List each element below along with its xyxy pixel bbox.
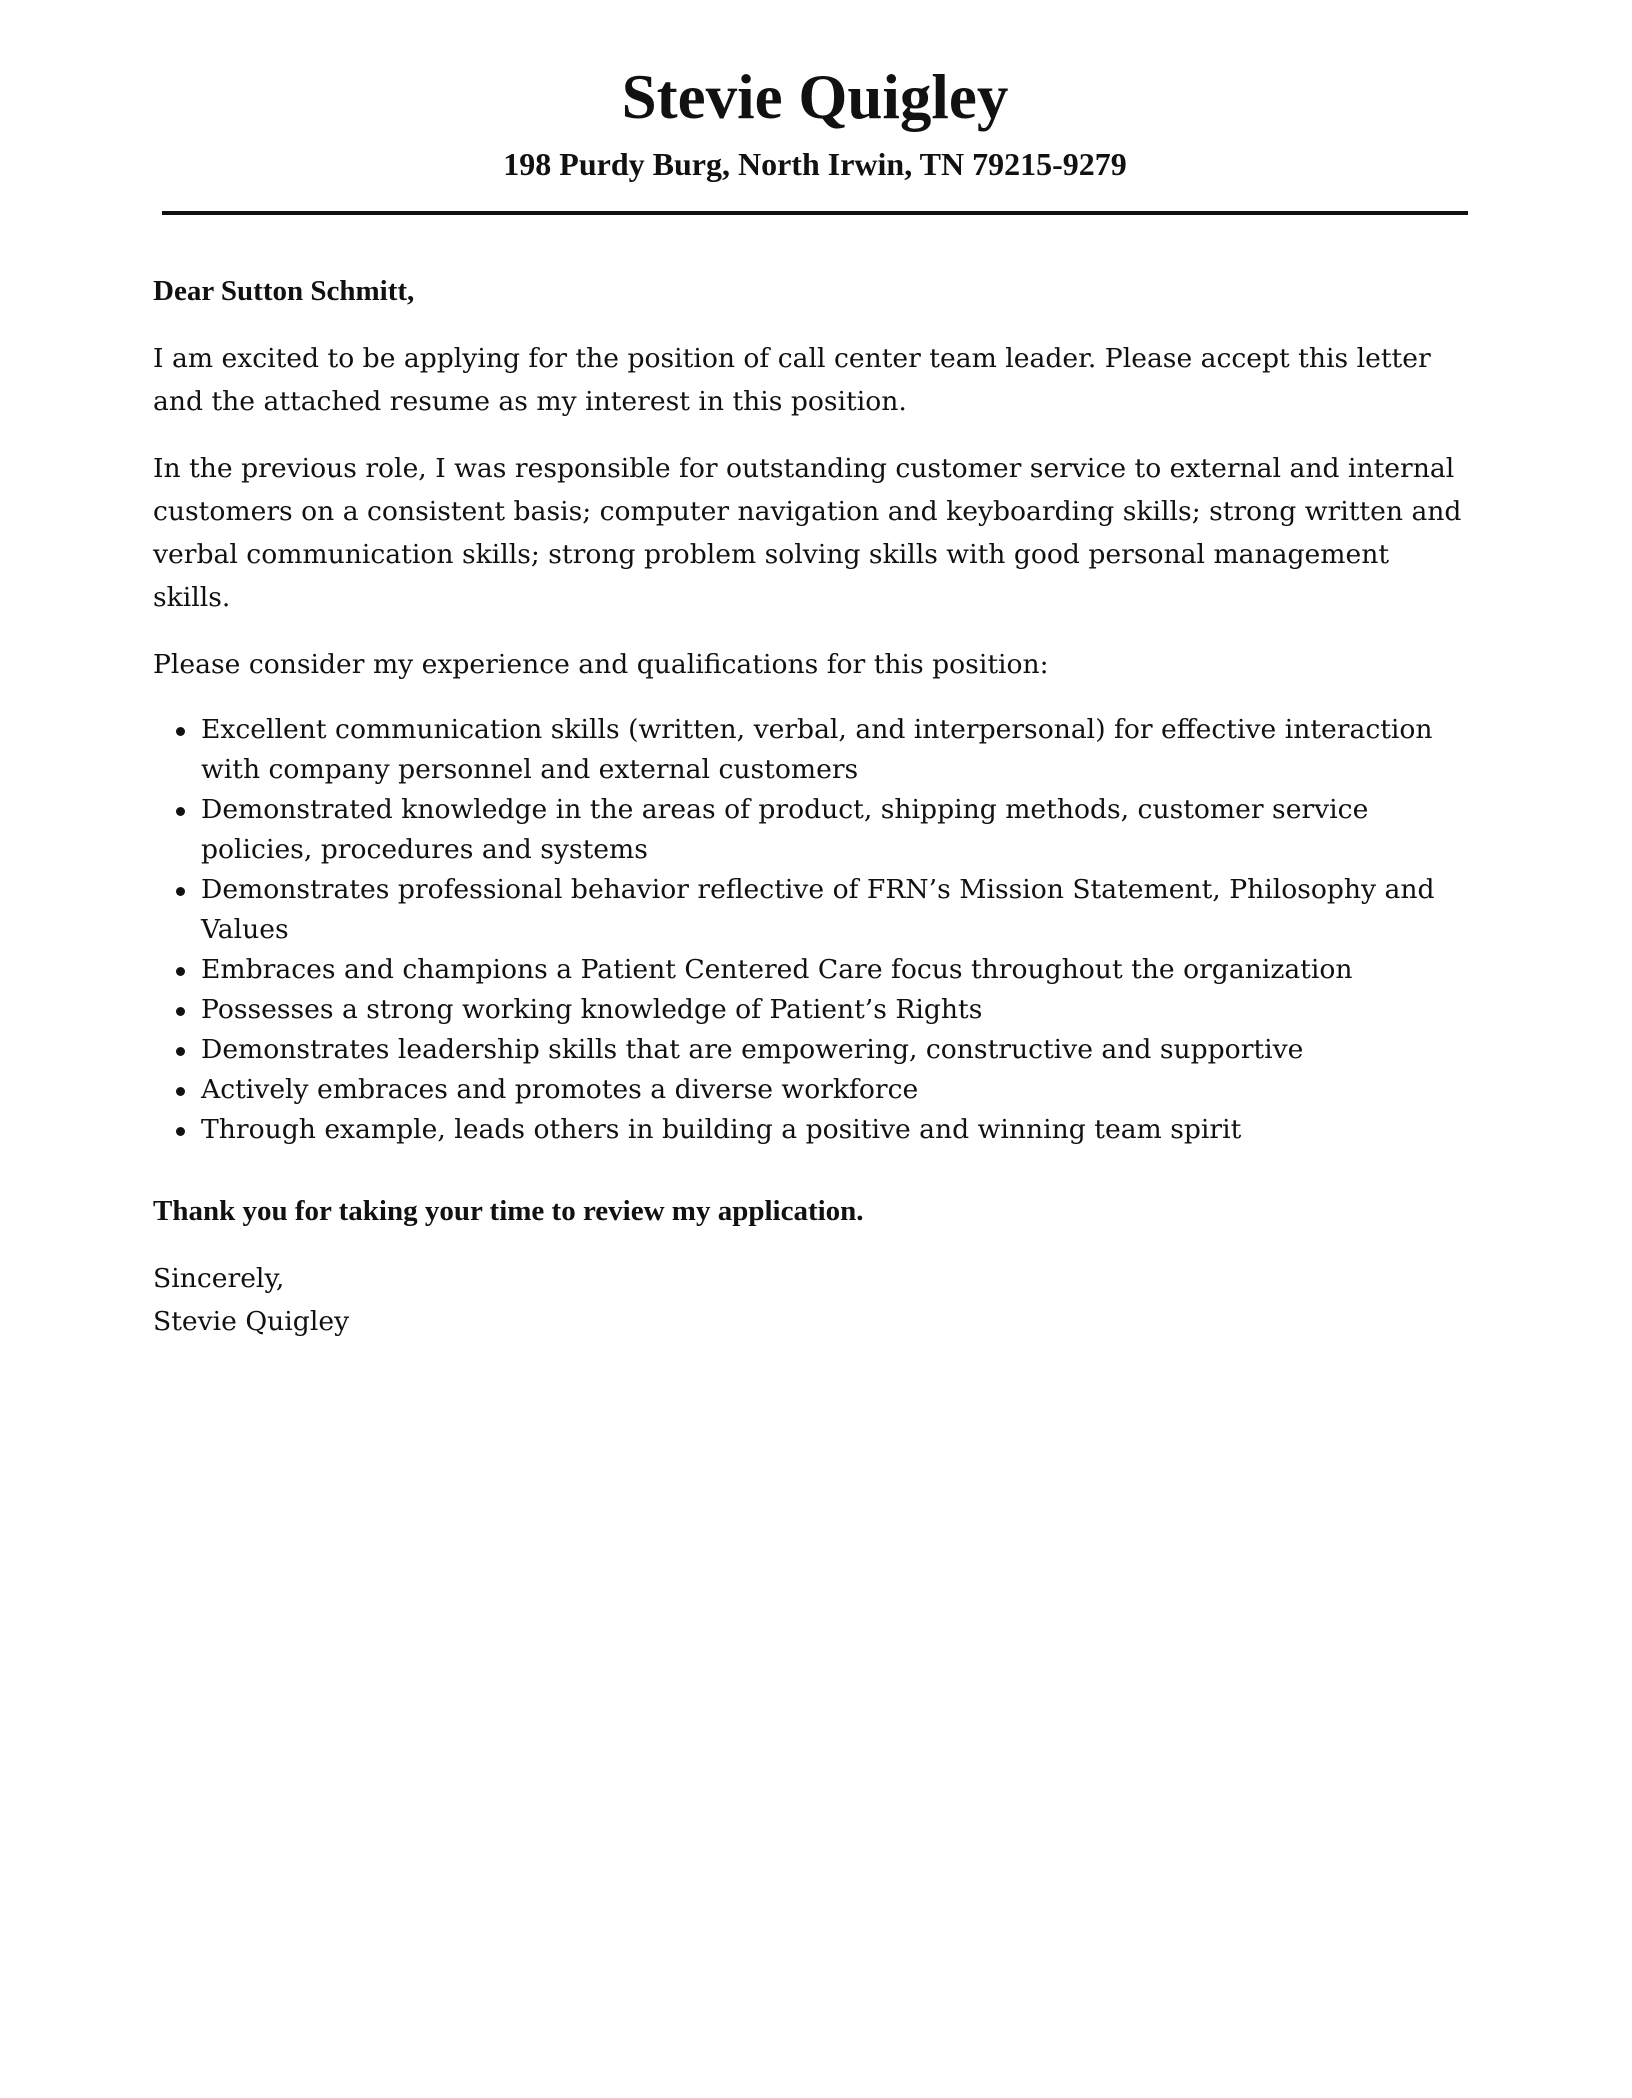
list-item-text: Demonstrates leadership skills that are empowering, constructive and supportive (201, 1034, 1304, 1065)
applicant-address: 198 Purdy Burg, North Irwin, TN 79215-9279 (503, 146, 1127, 182)
bullet-icon (176, 1007, 185, 1016)
list-item (153, 710, 1473, 790)
experience-paragraph: In the previous role, I was responsible for outstanding customer service to external and internal customers on a consistent basis; computer navigation and keyboarding skills; strong written and verbal communication skills; strong problem solving skills with good personal management skills. (153, 453, 1462, 613)
letter-header (162, 58, 1468, 182)
list-item-text: Embraces and champions a Patient Centered Care focus throughout the organization (201, 954, 1353, 985)
bullet-icon (176, 967, 185, 976)
header-divider (162, 211, 1468, 215)
list-item (153, 790, 1473, 870)
list-item-text: Actively embraces and promotes a diverse workforce (201, 1074, 919, 1105)
qualifications-lead-in: Please consider my experience and qualifications for this position: (153, 649, 1049, 680)
intro-paragraph: I am excited to be applying for the position of call center team leader. Please accept this letter and the attached resume as my interest in this position. (153, 343, 1431, 417)
list-item (153, 950, 1473, 990)
list-item (153, 1070, 1473, 1110)
signoff: Sincerely, (153, 1263, 285, 1294)
list-item-text: Demonstrates professional behavior reflective of FRN’s Mission Statement, Philosophy and Values (201, 874, 1435, 945)
bullet-icon (176, 807, 185, 816)
bullet-icon (176, 1127, 185, 1136)
letter-body (153, 270, 1473, 1343)
list-item (153, 1030, 1473, 1070)
list-item-text: Through example, leads others in building a positive and winning team spirit (201, 1114, 1242, 1145)
list-item (153, 1110, 1473, 1150)
applicant-name: Stevie Quigley (621, 62, 1009, 132)
list-item (153, 990, 1473, 1030)
list-item-text: Demonstrated knowledge in the areas of product, shipping methods, customer service policies, procedures and systems (201, 794, 1369, 865)
bullet-icon (176, 1047, 185, 1056)
closing-statement: Thank you for taking your time to review my application. (153, 1195, 864, 1227)
salutation: Dear Sutton Schmitt, (153, 275, 415, 307)
bullet-icon (176, 727, 185, 736)
list-item (153, 870, 1473, 950)
bullet-icon (176, 1087, 185, 1096)
list-item-text: Possesses a strong working knowledge of Patient’s Rights (201, 994, 983, 1025)
bullet-icon (176, 887, 185, 896)
signature-name: Stevie Quigley (153, 1306, 350, 1337)
list-item-text: Excellent communication skills (written, verbal, and interpersonal) for effective interaction with company personnel and external customers (201, 714, 1433, 785)
qualifications-list (153, 710, 1473, 1150)
